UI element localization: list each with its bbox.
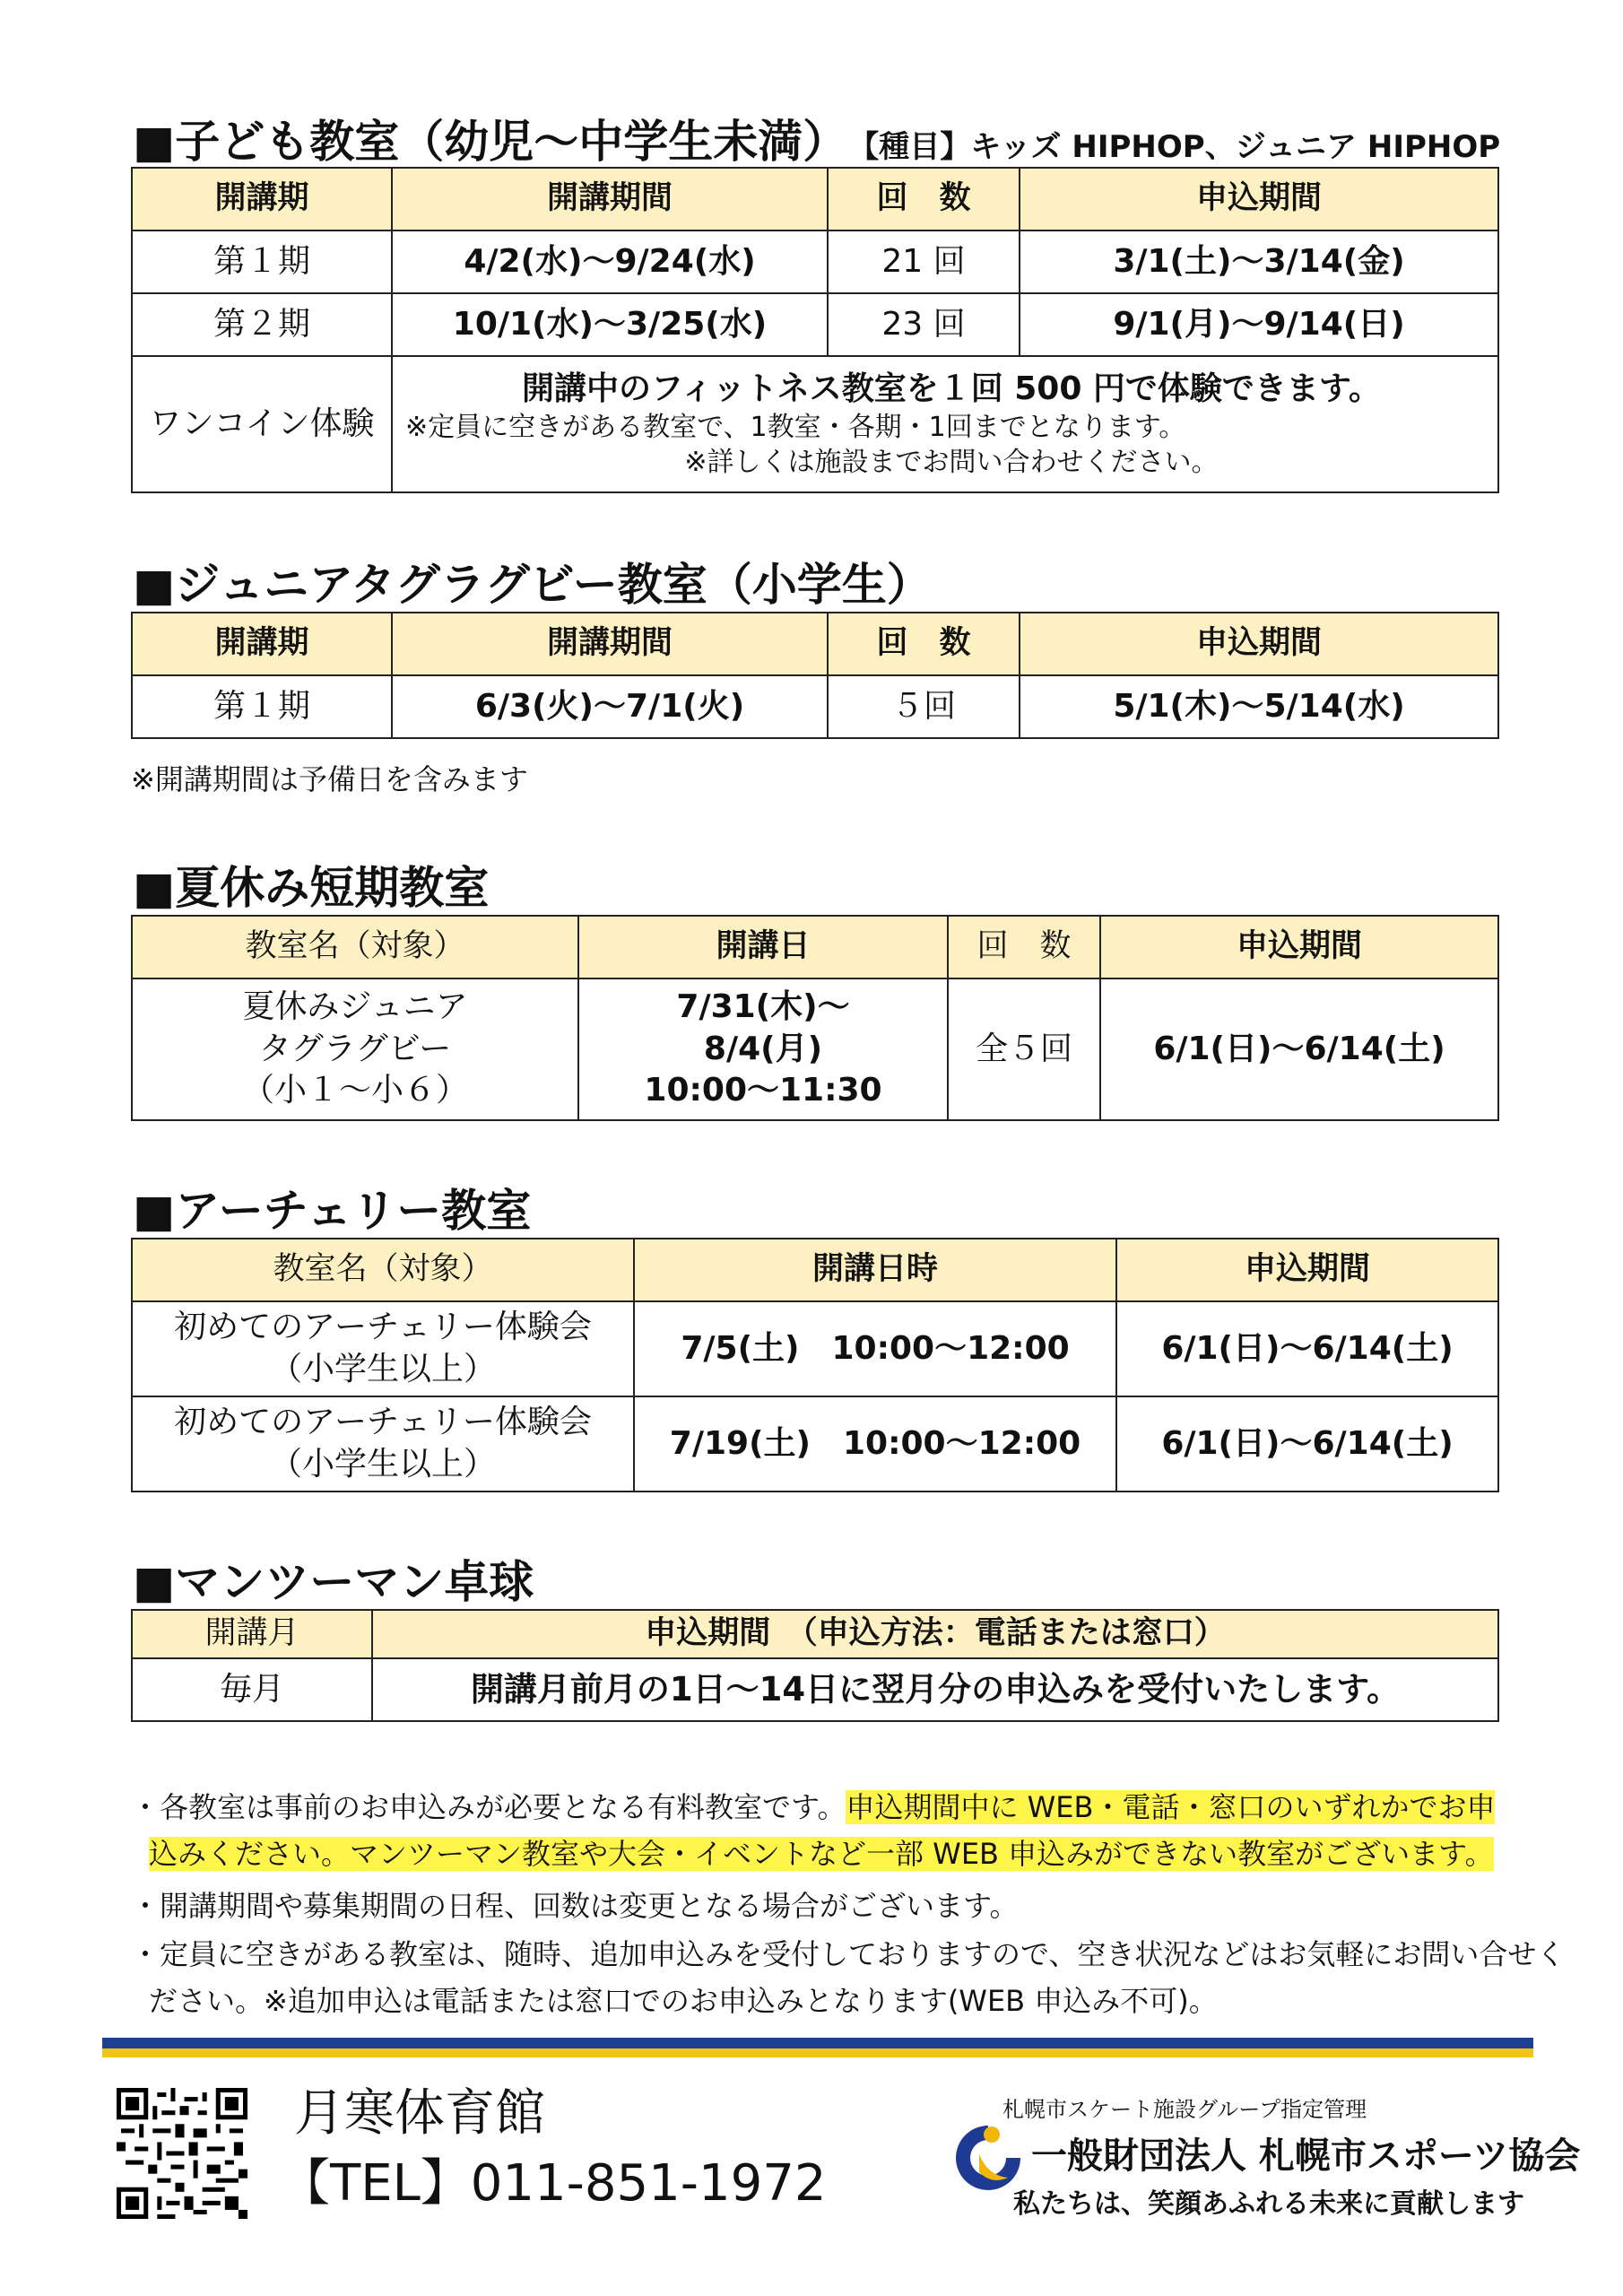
venue-tel: 【TEL】011-851-1972 (280, 2154, 827, 2213)
table-row (132, 1301, 1498, 1396)
period-cell: 10/1(水)～3/25(水) (392, 293, 828, 356)
note-1c-highlight: 込みください。マンツーマン教室や大会・イベントなど一部 WEB 申込みができない教室がございます。 (149, 1837, 1494, 1871)
rugby-section-title: ■ジュニアタグラグビー教室（小学生） (133, 559, 932, 611)
header-term: 開講期 (132, 613, 392, 675)
apply-cell: 6/1(日)～6/14(土) (1116, 1396, 1498, 1492)
pingpong-table (131, 1609, 1499, 1722)
apply-cell: 3/1(土)～3/14(金) (1020, 230, 1498, 293)
note-1b-highlight: 申込期間中に WEB・電話・窓口のいずれかでお申 (846, 1790, 1496, 1824)
term-cell: 第１期 (132, 230, 392, 293)
header-count: 回 数 (828, 613, 1020, 675)
header-apply: 申込期間 (1020, 168, 1498, 230)
name-line2: タグラグビー (258, 1030, 452, 1067)
kids-subtitle: 【種目】キッズ HIPHOP、ジュニア HIPHOP (864, 129, 1501, 165)
note-1 (131, 1785, 1495, 1826)
apply-text-cell: 開講月前月の1日～14日に翌月分の申込みを受付いたします。 (372, 1658, 1498, 1721)
kids-title: ■子ども教室（幼児～中学生未満） (133, 116, 848, 168)
table-row (132, 293, 1498, 356)
apply-cell: 6/1(日)～6/14(土) (1100, 978, 1498, 1120)
table-row (132, 1396, 1498, 1492)
kids-table-header (132, 168, 1498, 230)
name-line2: （小学生以上） (269, 1351, 496, 1387)
header-count: 回 数 (948, 916, 1100, 978)
org-top-line: 札幌市スケート施設グループ指定管理 (1002, 2097, 1367, 2122)
name-line1: 初めてのアーチェリー体験会 (174, 1404, 592, 1441)
count-cell: 全５回 (948, 978, 1100, 1120)
name-line2: （小学生以上） (269, 1446, 496, 1483)
rugby-table (131, 612, 1499, 739)
name-line1: 初めてのアーチェリー体験会 (174, 1309, 592, 1346)
header-month: 開講月 (132, 1610, 372, 1658)
date-line3: 10:00～11:30 (644, 1072, 882, 1109)
header-period: 開講期間 (392, 168, 828, 230)
note-3a: ・定員に空きがある教室は、随時、追加申込みを受付しておりますので、空き状況などはお気軽にお問い合せく (131, 1937, 1566, 1971)
summer-section-title: ■夏休み短期教室 (133, 862, 490, 914)
trial-line3: ※詳しくは施設までお問い合わせください。 (684, 447, 1219, 479)
count-cell: 23 回 (828, 293, 1020, 356)
header-datetime: 開講日時 (634, 1239, 1116, 1301)
header-count: 回 数 (828, 168, 1020, 230)
name-line1: 夏休みジュニア (242, 987, 468, 1025)
note-1a: ・各教室は事前のお申込みが必要となる有料教室です。 (131, 1790, 846, 1824)
rugby-table-header (132, 613, 1498, 675)
header-apply: 申込期間 (1020, 613, 1498, 675)
name-cell (132, 1301, 634, 1396)
period-cell: 4/2(水)～9/24(水) (392, 230, 828, 293)
footer-bar-blue (102, 2038, 1533, 2048)
org-name: 一般財団法人 札幌市スポーツ協会 (1031, 2135, 1581, 2177)
pingpong-section-title: ■マンツーマン卓球 (133, 1556, 534, 1608)
org-slogan: 私たちは、笑顔あふれる未来に貢献します (1013, 2188, 1524, 2220)
kids-section-title (133, 115, 1500, 174)
apply-cell: 9/1(月)～9/14(日) (1020, 293, 1498, 356)
table-row (132, 230, 1498, 293)
period-cell: 6/3(火)～7/1(火) (392, 675, 828, 738)
summer-table (131, 915, 1499, 1121)
note-1c (149, 1831, 1494, 1873)
header-apply: 申込期間 (1116, 1239, 1498, 1301)
date-cell (578, 978, 948, 1120)
archery-table-header (132, 1239, 1498, 1301)
name-cell (132, 978, 578, 1120)
trial-line1: 開講中のフィットネス教室を１回 500 円で体験できます。 (521, 370, 1382, 407)
footer-bar-yellow (102, 2048, 1533, 2057)
table-row (132, 675, 1498, 738)
header-term: 開講期 (132, 168, 392, 230)
term-cell: 第１期 (132, 675, 392, 738)
qr-code-icon (117, 2088, 247, 2219)
apply-cell: 5/1(木)～5/14(水) (1020, 675, 1498, 738)
apply-cell: 6/1(日)～6/14(土) (1116, 1301, 1498, 1396)
note-2: ・開講期間や募集期間の日程、回数は変更となる場合がございます。 (131, 1889, 1019, 1923)
summer-table-header (132, 916, 1498, 978)
pingpong-table-header (132, 1610, 1498, 1658)
header-apply: 申込期間 (1100, 916, 1498, 978)
table-row (132, 1658, 1498, 1721)
header-period: 開講期間 (392, 613, 828, 675)
header-name: 教室名（対象） (132, 1239, 634, 1301)
trial-description (392, 356, 1498, 492)
trial-label: ワンコイン体験 (132, 356, 392, 492)
datetime-cell: 7/19(土) 10:00～12:00 (634, 1396, 1116, 1492)
header-apply: 申込期間 （申込方法：電話または窓口） (372, 1610, 1498, 1658)
kids-table (131, 167, 1499, 493)
name-cell (132, 1396, 634, 1492)
trial-line2: ※定員に空きがある教室で、1教室・各期・1回までとなります。 (405, 412, 1186, 444)
month-cell: 毎月 (132, 1658, 372, 1721)
trial-row (132, 356, 1498, 492)
term-cell: 第２期 (132, 293, 392, 356)
datetime-cell: 7/5(土) 10:00～12:00 (634, 1301, 1116, 1396)
table-row (132, 978, 1498, 1120)
archery-section-title: ■アーチェリー教室 (133, 1185, 532, 1237)
rugby-note: ※開講期間は予備日を含みます (131, 762, 528, 796)
date-line1: 7/31(木)～ (676, 987, 850, 1025)
name-line3: （小１～小６） (241, 1072, 468, 1109)
count-cell: 21 回 (828, 230, 1020, 293)
header-name: 教室名（対象） (132, 916, 578, 978)
venue-name: 月寒体育館 (294, 2084, 545, 2143)
date-line2: 8/4(月) (703, 1030, 823, 1067)
header-date: 開講日 (578, 916, 948, 978)
note-3b: ださい。※追加申込は電話または窓口でのお申込みとなります(WEB 申込み不可)。 (149, 1984, 1218, 2018)
count-cell: ５回 (828, 675, 1020, 738)
archery-table (131, 1238, 1499, 1492)
